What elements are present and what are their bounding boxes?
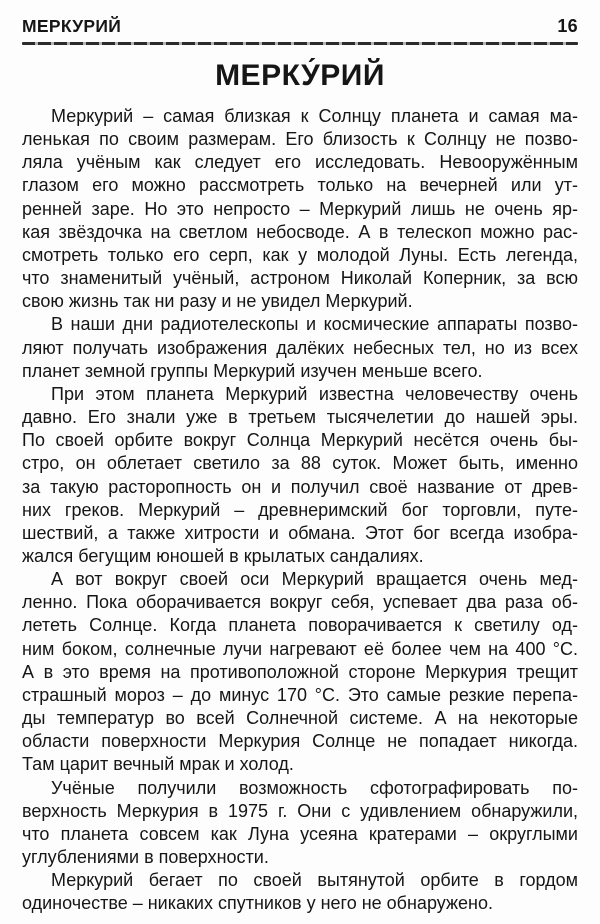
text-line: В наши дни радиотелескопы и космические аппараты позво-: [51, 314, 578, 335]
text-line: Там царит вечный мрак и холод.: [22, 754, 294, 775]
paragraph: [22, 777, 578, 870]
text-line: смотреть только его серп, как у молодой Луны. Есть легенда,: [22, 244, 578, 265]
text-line: что планета совсем как Луна усеяна кратерами – округлыми: [22, 823, 578, 844]
text-line: Меркурий бегает по своей вытянутой орбите в гордом: [51, 870, 578, 891]
text-line: ленно. Пока оборачивается вокруг себя, успевает два раза об-: [22, 592, 578, 613]
paragraph: [22, 383, 578, 568]
text-line: ляла учёным как следует его исследовать. Невооружённым: [22, 152, 578, 173]
text-line: углублениями в поверхности.: [22, 847, 269, 867]
paragraph: [22, 869, 578, 915]
text-line: А в это время на противоположной стороне Меркурия трещит: [22, 661, 578, 682]
text-line: ним боком, солнечные лучи нагревают её более чем на 400 °С.: [22, 638, 578, 659]
text-line: ленькая по своим размерам. Его близость к Солнцу не позво-: [22, 129, 578, 150]
paragraph: [22, 313, 578, 382]
text-line: кая звёздочка на светлом небосводе. А в телескоп можно рас-: [22, 221, 578, 242]
paragraph: [22, 568, 578, 776]
text-line: планет земной группы Меркурий изучен меньше всего.: [22, 360, 483, 381]
page-number: 16: [557, 16, 578, 36]
text-line: ляют получать изображения далёких небесных тел, но из всех: [22, 337, 578, 358]
text-line: жался бегущим юношей в крылатых сандалиях.: [22, 545, 424, 566]
paragraph: [22, 105, 578, 313]
text-line: шествий, а также хитрости и обмана. Этот бог всегда изобра-: [22, 522, 578, 543]
article-body: [22, 105, 578, 915]
header-divider: [22, 42, 578, 45]
text-line: страшный мороз – до минус 170 °С. Это самые резкие перепа-: [22, 684, 578, 705]
text-line: верхность Меркурия в 1975 г. Они с удивлением обнаружили,: [22, 800, 578, 821]
text-line: свою жизнь так ни разу и не увидел Меркурий.: [22, 291, 413, 312]
text-line: давно. Его знали уже в третьем тысячелетии до нашей эры.: [22, 407, 578, 428]
text-line: При этом планета Меркурий известна человечеству очень: [51, 383, 578, 404]
page-title: МЕРКУ́РИЙ: [215, 59, 385, 92]
text-line: ды температур во всей Солнечной системе. А на некоторые: [22, 708, 578, 729]
text-line: Учёные получили возможность сфотографировать по-: [51, 777, 578, 798]
text-line: глазом его можно рассмотреть только на вечерней или ут-: [22, 175, 578, 196]
text-line: за такую расторопность он и получил своё название от древ-: [22, 476, 578, 497]
text-line: По своей орбите вокруг Солнца Меркурий несётся очень бы-: [22, 430, 578, 451]
text-line: что знаменитый учёный, астроном Николай Коперник, за всю: [22, 268, 578, 289]
running-title: МЕРКУРИЙ: [22, 16, 122, 36]
text-line: А вот вокруг своей оси Меркурий вращается очень мед-: [51, 569, 578, 590]
text-line: области поверхности Меркурия Солнце не попадает никогда.: [22, 731, 578, 752]
text-line: ренней заре. Но это непросто – Меркурий лишь не очень яр-: [22, 198, 578, 219]
text-line: Меркурий – самая близкая к Солнцу планета и самая ма-: [51, 106, 578, 126]
page-header: [22, 16, 578, 36]
text-line: лететь Солнце. Когда планета поворачивается к светилу од-: [22, 615, 578, 636]
text-line: них греков. Меркурий – древнеримский бог торговли, путе-: [22, 499, 578, 520]
text-line: стро, он облетает светило за 88 суток. Может быть, именно: [22, 453, 578, 474]
text-line: одиночестве – никаких спутников у него не обнаружено.: [22, 893, 493, 914]
